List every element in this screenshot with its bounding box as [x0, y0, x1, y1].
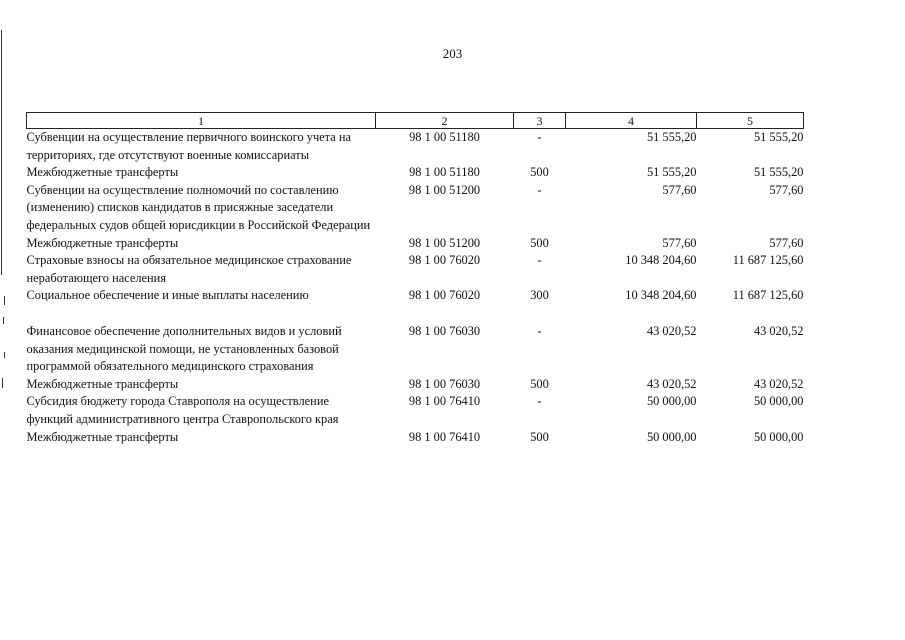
- column-header: 2: [376, 113, 514, 129]
- scan-edge-mark: [1, 30, 2, 275]
- row-expense-type: 500: [530, 165, 549, 180]
- row-sum-col4: 10 348 204,60: [625, 253, 697, 268]
- row-code: 98 1 00 51180: [409, 165, 480, 180]
- row-sum-col5: 50 000,00: [753, 429, 804, 444]
- table-header-row: [27, 113, 804, 129]
- row-expense-type: 300: [530, 288, 549, 303]
- table-row: [27, 164, 804, 182]
- row-name: Финансовое обеспечение дополнительных видов и условий оказания медицинской помощи, не установленных базовой программой обязательного медицинского страхования: [26, 323, 342, 374]
- row-sum-col4: 51 555,20: [646, 165, 697, 180]
- row-expense-type: 500: [530, 376, 549, 391]
- row-expense-type: 500: [530, 235, 549, 250]
- table-spacer-row: [27, 305, 804, 323]
- row-code: 98 1 00 76030: [408, 376, 481, 391]
- row-name: Субвенции на осуществление первичного воинского учета на территориях, где отсутствуют военные комиссариаты: [26, 130, 351, 162]
- row-sum-col4: 51 555,20: [646, 130, 697, 144]
- row-sum-col5: 577,60: [769, 182, 804, 197]
- scan-edge-mark: [2, 378, 3, 388]
- row-sum-col5: 43 020,52: [753, 323, 804, 338]
- row-expense-type: -: [537, 253, 542, 268]
- table-row: [27, 393, 804, 428]
- row-code: 98 1 00 51180: [409, 130, 480, 144]
- row-sum-col4: 50 000,00: [646, 429, 697, 444]
- table-row: [27, 235, 804, 253]
- table-row: [27, 182, 804, 235]
- row-sum-col4: 43 020,52: [646, 323, 697, 338]
- row-code: 98 1 00 76020: [408, 288, 481, 303]
- row-name: Межбюджетные трансферты: [26, 376, 179, 391]
- table-row: [27, 323, 804, 376]
- scan-edge-mark: [3, 317, 4, 324]
- row-sum-col4: 10 348 204,60: [625, 288, 697, 303]
- row-sum-col4: 50 000,00: [646, 394, 697, 409]
- budget-table: [26, 112, 804, 446]
- row-expense-type: -: [537, 130, 542, 144]
- scan-edge-mark: [4, 352, 5, 358]
- table-row: [27, 252, 804, 287]
- row-code: 98 1 00 76030: [408, 323, 481, 338]
- row-sum-col4: 43 020,52: [646, 376, 697, 391]
- row-name: Межбюджетные трансферты: [26, 235, 179, 250]
- row-name: Межбюджетные трансферты: [26, 165, 179, 180]
- column-header: 4: [566, 113, 697, 129]
- row-expense-type: 500: [530, 429, 549, 444]
- row-sum-col5: 43 020,52: [753, 376, 804, 391]
- table-row: [27, 129, 804, 165]
- column-header: 5: [697, 113, 804, 129]
- row-name: Межбюджетные трансферты: [26, 429, 179, 444]
- page-number: 203: [442, 46, 463, 61]
- row-code: 98 1 00 76410: [408, 429, 481, 444]
- row-sum-col4: 577,60: [662, 235, 697, 250]
- row-sum-col5: 11 687 125,60: [732, 288, 804, 303]
- row-sum-col5: 51 555,20: [753, 165, 804, 180]
- row-name: Страховые взносы на обязательное медицинское страхование неработающего населения: [26, 253, 352, 285]
- row-sum-col5: 51 555,20: [753, 130, 804, 144]
- row-expense-type: -: [537, 182, 542, 197]
- column-header: 1: [27, 113, 376, 129]
- row-sum-col5: 577,60: [769, 235, 804, 250]
- row-sum-col5: 50 000,00: [753, 394, 804, 409]
- row-sum-col5: 11 687 125,60: [732, 253, 804, 268]
- row-name: Субвенции на осуществление полномочий по составлению (изменению) списков кандидатов в присяжные заседатели федеральных судов общей юрисдикции в Российской Федерации: [26, 182, 371, 232]
- table-row: [27, 429, 804, 447]
- spacer-cell: [27, 305, 804, 323]
- row-expense-type: -: [537, 323, 542, 338]
- row-sum-col4: 577,60: [662, 182, 697, 197]
- row-name: Социальное обеспечение и иные выплаты населению: [26, 288, 309, 303]
- table-row: [27, 376, 804, 394]
- row-code: 98 1 00 76410: [408, 394, 481, 409]
- scan-edge-mark: [4, 296, 5, 305]
- row-code: 98 1 00 76020: [408, 253, 481, 268]
- table-row: [27, 287, 804, 305]
- row-expense-type: -: [537, 394, 542, 409]
- row-code: 98 1 00 51200: [408, 235, 481, 250]
- row-code: 98 1 00 51200: [408, 182, 481, 197]
- column-header: 3: [514, 113, 566, 129]
- row-name: Субсидия бюджету города Ставрополя на осуществление функций административного центра Ставропольского края: [26, 394, 339, 426]
